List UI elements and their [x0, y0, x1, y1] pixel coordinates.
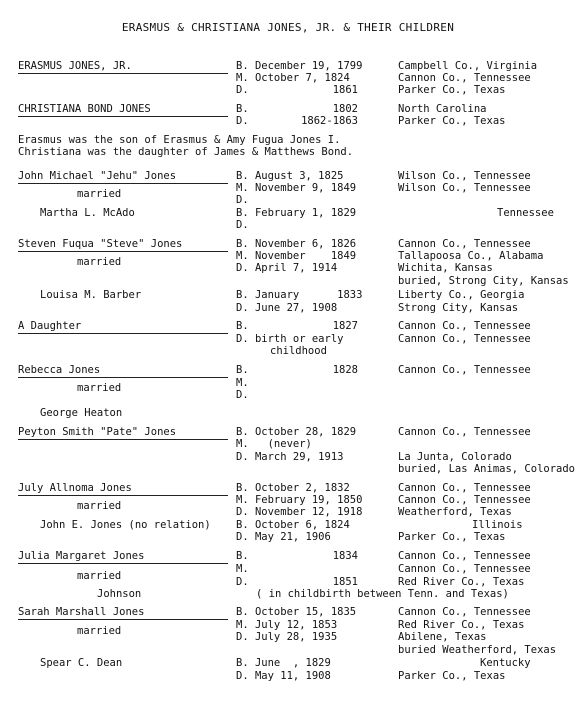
event: M.: [236, 377, 249, 389]
place: Parker Co., Texas: [398, 670, 506, 682]
spouse-name: Johnson: [97, 588, 142, 600]
event: B. January 1833: [236, 289, 363, 301]
underline: [18, 183, 228, 184]
child-name: July Allnoma Jones: [18, 482, 132, 494]
year: 1828: [332, 364, 358, 376]
place: Cannon Co., Tennessee: [398, 494, 531, 506]
parent-name: ERASMUS JONES, JR.: [18, 60, 132, 72]
year: 1862-1863: [301, 115, 358, 127]
place: Tallapoosa Co., Alabama: [398, 250, 544, 262]
event: D.: [236, 84, 249, 96]
event: M. November 1849: [236, 250, 357, 262]
event: childhood: [270, 345, 327, 357]
spouse-name: Martha L. McAdo: [40, 207, 135, 219]
year: 1802: [332, 103, 358, 115]
child-name: John Michael "Jehu" Jones: [18, 170, 177, 182]
underline: [18, 251, 228, 252]
event: D. May 11, 1908: [236, 670, 331, 682]
place: Liberty Co., Georgia: [398, 289, 525, 301]
event: B.: [236, 364, 249, 376]
event: D.: [236, 194, 249, 206]
event: M. November 9, 1849: [236, 182, 357, 194]
place: Wichita, Kansas: [398, 262, 493, 274]
event: B. October 15, 1835: [236, 606, 357, 618]
event: B.: [236, 320, 249, 332]
death-note: ( in childbirth between Tenn. and Texas): [256, 588, 509, 600]
underline: [18, 619, 228, 620]
spouse-name: Louisa M. Barber: [40, 289, 142, 301]
event: B. October 28, 1829: [236, 426, 357, 438]
year: 1834: [332, 550, 358, 562]
child-name: Julia Margaret Jones: [18, 550, 145, 562]
event: D. March 29, 1913: [236, 451, 344, 463]
married-label: married: [77, 570, 122, 582]
event: B. August 3, 1825: [236, 170, 344, 182]
note-line: Erasmus was the son of Erasmus & Amy Fugua Jones I.: [18, 134, 341, 146]
place: Cannon Co., Tennessee: [398, 364, 531, 376]
event: D. November 12, 1918: [236, 506, 363, 518]
event: B. December 19, 1799: [236, 60, 363, 72]
year: 1861: [332, 84, 358, 96]
underline: [18, 439, 228, 440]
place: Cannon Co., Tennessee: [398, 606, 531, 618]
place: Cannon Co., Tennessee: [398, 238, 531, 250]
event: M. (never): [236, 438, 312, 450]
spouse-name: Spear C. Dean: [40, 657, 123, 669]
event: D. April 7, 1914: [236, 262, 338, 274]
year: 1851: [332, 576, 358, 588]
underline: [18, 563, 228, 564]
married-label: married: [77, 500, 122, 512]
event: D.: [236, 219, 249, 231]
underline: [18, 116, 228, 117]
married-label: married: [77, 625, 122, 637]
event: B. October 2, 1832: [236, 482, 350, 494]
event: B.: [236, 550, 249, 562]
place: La Junta, Colorado: [398, 451, 512, 463]
event: M. October 7, 1824: [236, 72, 350, 84]
event: D. May 21, 1906: [236, 531, 331, 543]
event: B. June , 1829: [236, 657, 331, 669]
event: D. June 27, 1908: [236, 302, 338, 314]
event: D. July 28, 1935: [236, 631, 338, 643]
event: M. February 19, 1850: [236, 494, 363, 506]
parent-name: CHRISTIANA BOND JONES: [18, 103, 151, 115]
child-name: Rebecca Jones: [18, 364, 101, 376]
place: Illinois: [472, 519, 523, 531]
page-title: ERASMUS & CHRISTIANA JONES, JR. & THEIR CHILDREN: [121, 21, 455, 34]
place: Parker Co., Texas: [398, 531, 506, 543]
place: Parker Co., Texas: [398, 115, 506, 127]
child-name: Steven Fuqua "Steve" Jones: [18, 238, 183, 250]
spouse-name: John E. Jones (no relation): [40, 519, 211, 531]
place: Wilson Co., Tennessee: [398, 182, 531, 194]
place: Tennessee: [497, 207, 554, 219]
place: Strong City, Kansas: [398, 302, 519, 314]
event: B. October 6, 1824: [236, 519, 350, 531]
event: M.: [236, 563, 249, 575]
event: D.: [236, 576, 249, 588]
place: Red River Co., Texas: [398, 576, 525, 588]
event: D. birth or early: [236, 333, 344, 345]
event: B. February 1, 1829: [236, 207, 357, 219]
event: D.: [236, 115, 249, 127]
married-label: married: [77, 188, 122, 200]
place: Cannon Co., Tennessee: [398, 482, 531, 494]
place: Cannon Co., Tennessee: [398, 426, 531, 438]
place: Parker Co., Texas: [398, 84, 506, 96]
note-line: Christiana was the daughter of James & Matthews Bond.: [18, 146, 354, 158]
place: buried, Las Animas, Colorado: [398, 463, 576, 475]
place: Campbell Co., Virginia: [398, 60, 538, 72]
underline: [18, 495, 228, 496]
underline: [18, 333, 228, 334]
place: Wilson Co., Tennessee: [398, 170, 531, 182]
spouse-name: George Heaton: [40, 407, 123, 419]
place: Cannon Co., Tennessee: [398, 320, 531, 332]
child-name: A Daughter: [18, 320, 82, 332]
underline: [18, 73, 228, 74]
child-name: Peyton Smith "Pate" Jones: [18, 426, 177, 438]
place: Cannon Co., Tennessee: [398, 333, 531, 345]
place: Cannon Co., Tennessee: [398, 72, 531, 84]
year: 1827: [332, 320, 358, 332]
underline: [18, 377, 228, 378]
place: Abilene, Texas: [398, 631, 487, 643]
married-label: married: [77, 382, 122, 394]
place: Red River Co., Texas: [398, 619, 525, 631]
event: D.: [236, 389, 249, 401]
place: Weatherford, Texas: [398, 506, 512, 518]
place: North Carolina: [398, 103, 487, 115]
event: B.: [236, 103, 249, 115]
place: buried Weatherford, Texas: [398, 644, 557, 656]
married-label: married: [77, 256, 122, 268]
place: buried, Strong City, Kansas: [398, 275, 569, 287]
event: M. July 12, 1853: [236, 619, 338, 631]
place: Cannon Co., Tennessee: [398, 550, 531, 562]
child-name: Sarah Marshall Jones: [18, 606, 145, 618]
event: B. November 6, 1826: [236, 238, 357, 250]
place: Cannon Co., Tennessee: [398, 563, 531, 575]
place: Kentucky: [480, 657, 531, 669]
